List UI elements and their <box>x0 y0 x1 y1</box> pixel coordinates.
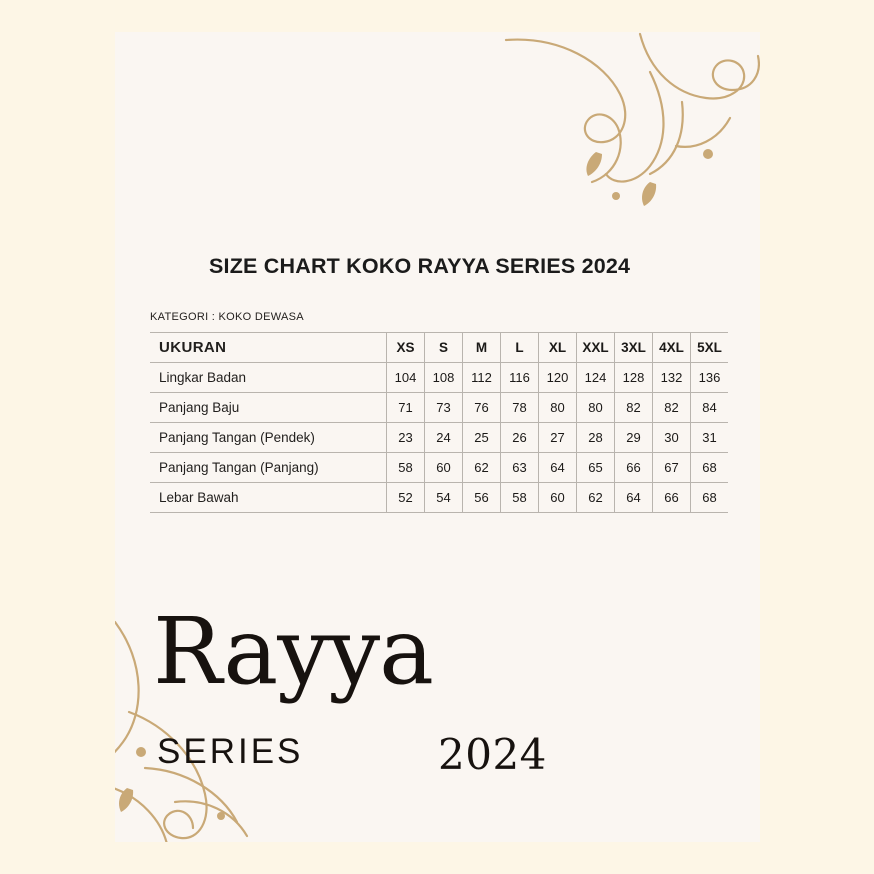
cell: 64 <box>539 453 577 483</box>
category-label: KATEGORI : KOKO DEWASA <box>150 311 304 323</box>
cell: 78 <box>501 393 539 423</box>
column-header-xl: XL <box>539 333 577 363</box>
table-row <box>150 453 728 483</box>
row-label: Lingkar Badan <box>150 363 387 393</box>
column-header-3xl: 3XL <box>615 333 653 363</box>
cell: 132 <box>653 363 691 393</box>
cell: 73 <box>425 393 463 423</box>
cell: 28 <box>577 423 615 453</box>
cell: 116 <box>501 363 539 393</box>
column-header-xs: XS <box>387 333 425 363</box>
row-label: Lebar Bawah <box>150 483 387 513</box>
table-header-row <box>150 333 728 363</box>
table-header <box>150 333 728 363</box>
cell: 63 <box>501 453 539 483</box>
cell: 30 <box>653 423 691 453</box>
cell: 64 <box>615 483 653 513</box>
cell: 29 <box>615 423 653 453</box>
cell: 76 <box>463 393 501 423</box>
cell: 71 <box>387 393 425 423</box>
cell: 104 <box>387 363 425 393</box>
cell: 26 <box>501 423 539 453</box>
page-title: SIZE CHART KOKO RAYYA SERIES 2024 <box>209 254 631 278</box>
row-label: Panjang Tangan (Pendek) <box>150 423 387 453</box>
cell: 62 <box>463 453 501 483</box>
column-header-l: L <box>501 333 539 363</box>
cell: 112 <box>463 363 501 393</box>
table-row <box>150 483 728 513</box>
cell: 68 <box>691 483 729 513</box>
column-header-s: S <box>425 333 463 363</box>
column-header-m: M <box>463 333 501 363</box>
cell: 68 <box>691 453 729 483</box>
cell: 60 <box>425 453 463 483</box>
cell: 58 <box>387 453 425 483</box>
row-label: Panjang Tangan (Panjang) <box>150 453 387 483</box>
table-row <box>150 363 728 393</box>
cell: 60 <box>539 483 577 513</box>
size-chart-card <box>115 32 760 842</box>
cell: 120 <box>539 363 577 393</box>
cell: 66 <box>653 483 691 513</box>
cell: 124 <box>577 363 615 393</box>
brand-name: Rayya <box>153 598 434 705</box>
cell: 65 <box>577 453 615 483</box>
cell: 80 <box>577 393 615 423</box>
cell: 62 <box>577 483 615 513</box>
cell: 56 <box>463 483 501 513</box>
cell: 80 <box>539 393 577 423</box>
cell: 67 <box>653 453 691 483</box>
cell: 52 <box>387 483 425 513</box>
size-chart-table <box>150 332 728 513</box>
cell: 31 <box>691 423 729 453</box>
cell: 54 <box>425 483 463 513</box>
column-header-ukuran: UKURAN <box>150 333 387 363</box>
row-label: Panjang Baju <box>150 393 387 423</box>
cell: 136 <box>691 363 729 393</box>
cell: 23 <box>387 423 425 453</box>
cell: 66 <box>615 453 653 483</box>
table-row <box>150 393 728 423</box>
cell: 82 <box>615 393 653 423</box>
cell: 84 <box>691 393 729 423</box>
brand-lockup <box>153 598 573 784</box>
brand-year: 2024 <box>438 730 547 779</box>
cell: 25 <box>463 423 501 453</box>
column-header-4xl: 4XL <box>653 333 691 363</box>
cell: 108 <box>425 363 463 393</box>
column-header-xxl: XXL <box>577 333 615 363</box>
table-body <box>150 363 728 513</box>
cell: 24 <box>425 423 463 453</box>
floral-flourish-top-icon <box>500 32 760 242</box>
cell: 82 <box>653 393 691 423</box>
table-row <box>150 423 728 453</box>
brand-series-label: SERIES <box>157 732 304 771</box>
column-header-5xl: 5XL <box>691 333 729 363</box>
cell: 27 <box>539 423 577 453</box>
cell: 58 <box>501 483 539 513</box>
cell: 128 <box>615 363 653 393</box>
